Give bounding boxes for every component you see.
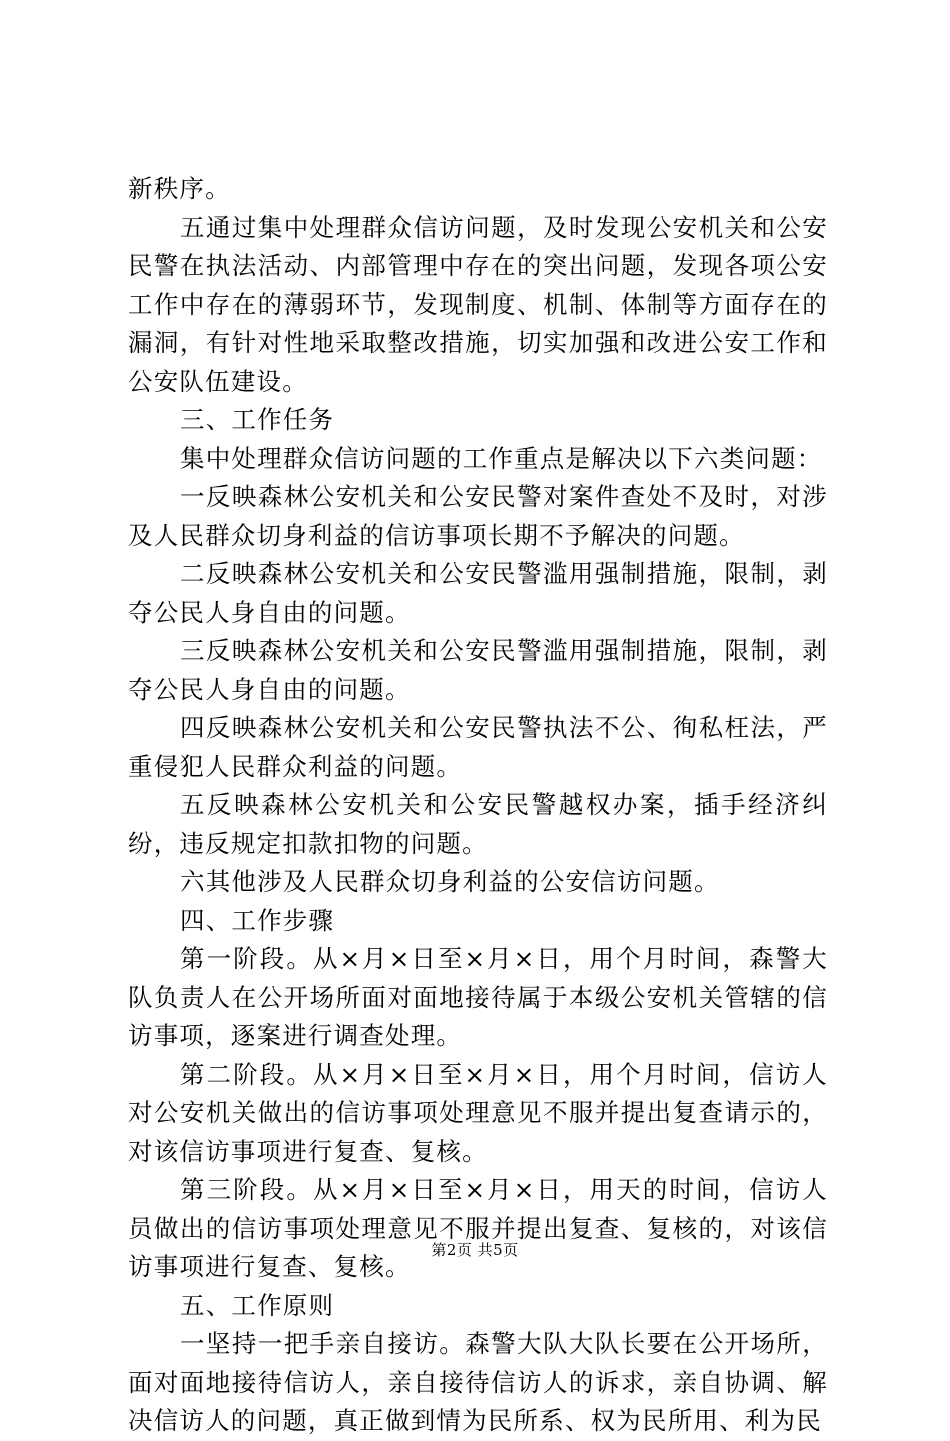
paragraph-5: 一反映森林公安机关和公安民警对案件查处不及时，对涉及人民群众切身利益的信访事项长期不予解决的问题。 <box>128 482 828 550</box>
paragraph-8: 四反映森林公安机关和公安民警执法不公、徇私枉法，严重侵犯人民群众利益的问题。 <box>128 713 828 781</box>
paragraph-16: 一坚持一把手亲自接访。森警大队大队长要在公开场所，面对面地接待信访人，亲自接待信访人的诉求，亲自协调、解决信访人的问题，真正做到情为民所系、权为民所用、利为民 <box>128 1329 828 1435</box>
paragraph-2: 五通过集中处理群众信访问题，及时发现公安机关和公安民警在执法活动、内部管理中存在的突出问题，发现各项公安工作中存在的薄弱环节，发现制度、机制、体制等方面存在的漏洞，有针对性地采取整改措施，切实加强和改进公安工作和公安队伍建设。 <box>128 212 828 396</box>
section-heading-principles: 五、工作原则 <box>180 1290 335 1320</box>
section-heading-tasks: 三、工作任务 <box>180 405 335 434</box>
paragraph-13: 第二阶段。从×月×日至×月×日，用个月时间，信访人对公安机关做出的信访事项处理意见不服并提出复查请示的，对该信访事项进行复查、复核。 <box>128 1059 828 1166</box>
paragraph-6: 二反映森林公安机关和公安民警滥用强制措施，限制，剥夺公民人身自由的问题。 <box>128 559 828 627</box>
paragraph-7: 三反映森林公安机关和公安民警滥用强制措施，限制，剥夺公民人身自由的问题。 <box>128 636 828 704</box>
paragraph-12: 第一阶段。从×月×日至×月×日，用个月时间，森警大队负责人在公开场所面对面地接待属于本级公安机关管辖的信访事项，逐案进行调查处理。 <box>128 944 828 1050</box>
paragraph-10: 六其他涉及人民群众切身利益的公安信访问题。 <box>180 867 720 896</box>
paragraph-14: 第三阶段。从×月×日至×月×日，用天的时间，信访人员做出的信访事项处理意见不服并提出复查、复核的，对该信访事项进行复查、复核。 <box>128 1175 828 1281</box>
page-number-footer: 第2页 共5页 <box>431 1241 519 1259</box>
section-heading-steps: 四、工作步骤 <box>180 905 335 935</box>
paragraph-1: 新秩序。 <box>128 174 231 203</box>
paragraph-9: 五反映森林公安机关和公安民警越权办案，插手经济纠纷，违反规定扣款扣物的问题。 <box>128 790 828 858</box>
paragraph-4: 集中处理群众信访问题的工作重点是解决以下六类问题： <box>180 443 823 473</box>
